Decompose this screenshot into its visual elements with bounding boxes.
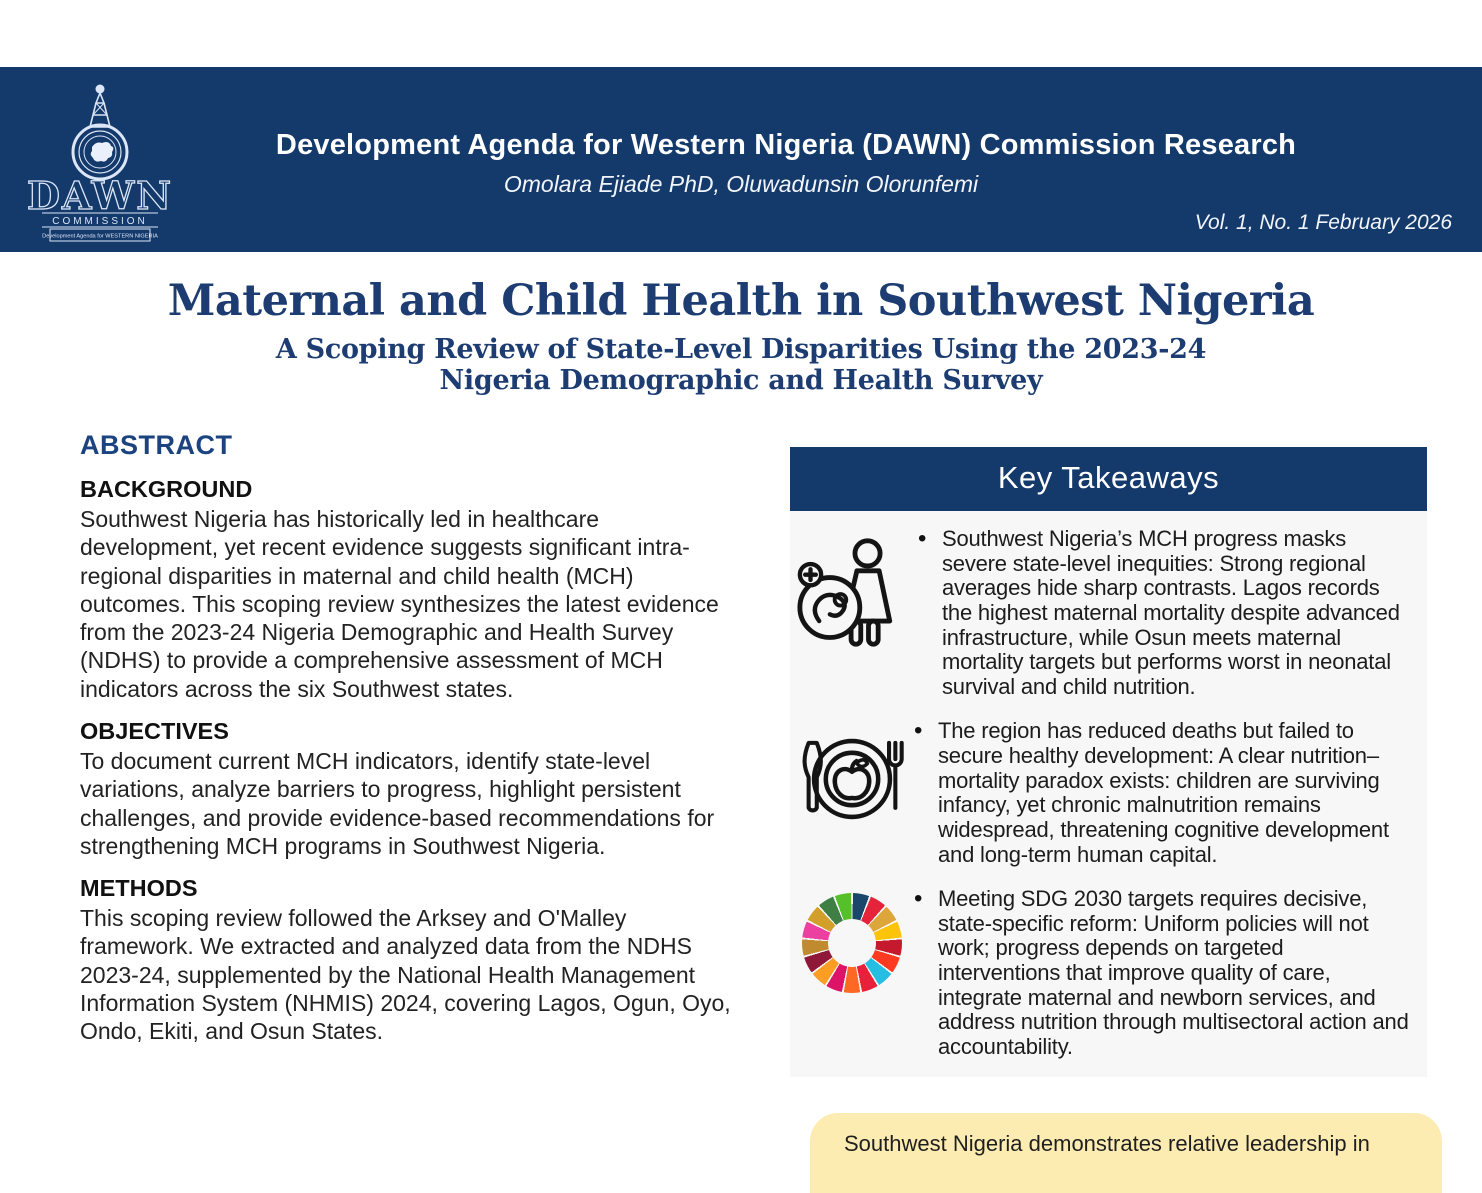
- objectives-text: To document current MCH indicators, identify state-level variations, analyze barriers to progress, highlight persistent challenges, and provide evidence-based recommendations for strengthening MCH programs in Southwest Nigeria.: [80, 747, 715, 859]
- takeaway-text-wrap: [912, 527, 1411, 699]
- methods-text: This scoping review followed the Arksey and O'Malley framework. We extracted and analyzed data from the NDHS 2023-24, supplemented by the National Health Management Information System (NHMIS) 2024, covering Lagos, Ogun, Oyo, Ondo, Ekiti, and Osun States.: [80, 905, 731, 1045]
- key-takeaways-heading: Key Takeaways: [790, 447, 1427, 511]
- takeaway-text: • Meeting SDG 2030 targets requires decisive, state-specific reform: Uniform policies will not work; progress depends on targeted interventions that improve quality of care, integrate maternal and newborn services, and address nutrition through multisectoral action and accountability.: [938, 886, 1409, 1059]
- main-title: Maternal and Child Health in Southwest Nigeria: [167, 276, 1315, 326]
- svg-text:Development Agenda for WESTERN: Development Agenda for WESTERN NIGERIA: [42, 233, 158, 240]
- svg-text:COMMISSION: COMMISSION: [52, 216, 148, 227]
- key-takeaways-panel: [790, 447, 1427, 1077]
- publication-title: Development Agenda for Western Nigeria (DAWN) Commission Research: [275, 129, 1297, 161]
- sdg-wheel-icon: [802, 893, 902, 993]
- title-block: [0, 276, 1482, 396]
- issue-info: Vol. 1, No. 1 February 2026: [1194, 211, 1452, 234]
- methods-heading: METHODS: [80, 875, 198, 902]
- background-heading: BACKGROUND: [80, 476, 253, 502]
- header-band: [0, 67, 1482, 252]
- subtitle: A Scoping Review of State-Level Disparities Using the 2023-24 Nigeria Demographic and Health Survey: [275, 334, 1207, 397]
- background-text: Southwest Nigeria has historically led in healthcare development, yet recent evidence suggests significant intra-regional disparities in maternal and child health (MCH) outcomes. This scoping review synthesizes the latest evidence from the 2023-24 Nigeria Demographic and Health Survey (NDHS) to provide a comprehensive assessment of MCH indicators across the six Southwest states.: [80, 506, 719, 702]
- takeaway-text-wrap: [908, 719, 1411, 867]
- pregnant-woman-icon: [796, 527, 912, 655]
- takeaway-item: [796, 719, 1411, 867]
- highlight-box: [810, 1113, 1442, 1193]
- key-takeaways-body: [790, 511, 1427, 1077]
- svg-text:DAWN: DAWN: [27, 173, 173, 218]
- takeaway-text: • The region has reduced deaths but failed to secure healthy development: A clear nutrition–mortality paradox exists: children are surviving infancy, yet chronic malnutrition remains widespread, threatening cognitive development and long-term human capital.: [938, 718, 1389, 867]
- takeaway-item: [796, 887, 1411, 1059]
- highlight-text: Southwest Nigeria demonstrates relative leadership in: [844, 1131, 1370, 1156]
- takeaway-item: [796, 527, 1411, 699]
- authors: Omolara Ejiade PhD, Oluwadunsin Olorunfemi: [503, 171, 979, 197]
- abstract-section: [80, 430, 742, 1046]
- objectives-heading: OBJECTIVES: [80, 717, 229, 744]
- abstract-heading: ABSTRACT: [80, 430, 233, 460]
- nutrition-plate-icon: [796, 719, 908, 833]
- takeaway-text-wrap: [908, 887, 1411, 1059]
- takeaway-text: • Southwest Nigeria’s MCH progress masks severe state-level inequities: Strong regional averages hide sharp contrasts. Lagos records the highest maternal mortality despite advanced infrastructure, while Osun meets maternal mortality targets but performs worst in neonatal survival and child nutrition.: [942, 526, 1400, 699]
